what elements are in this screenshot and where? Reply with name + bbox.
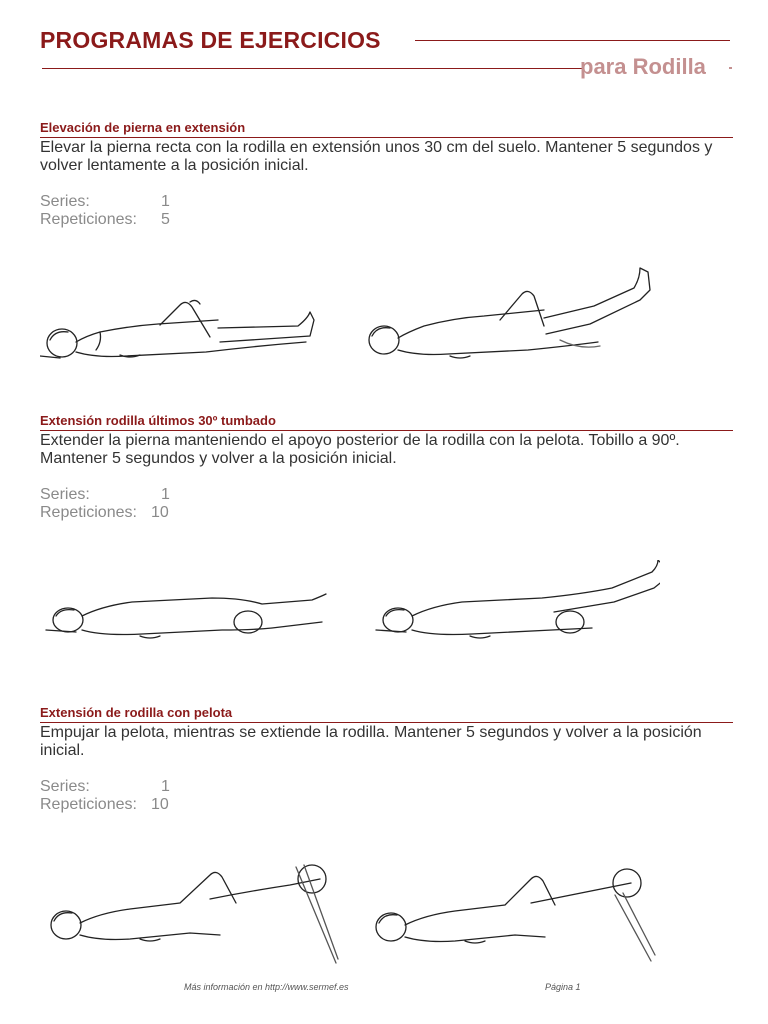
illustration-knee-ball-rest	[40, 580, 340, 650]
exercise-description: Empujar la pelota, mientras se extiende la rodilla. Mantener 5 segundos y volver a la posición inicial.	[40, 724, 702, 759]
series-label: Series:	[40, 193, 90, 210]
subtitle-rule	[42, 68, 582, 69]
series-value: 1	[161, 193, 170, 210]
page-title: PROGRAMAS DE EJERCICIOS	[40, 27, 381, 53]
exercise-description: Elevar la pierna recta con la rodilla en extensión unos 30 cm del suelo. Mantener 5 segundos y volver lentamente a la posición inicial.	[40, 139, 713, 174]
reps-value: 10	[151, 504, 169, 521]
exercise-section-3	[40, 705, 733, 814]
exercise-stats	[40, 193, 733, 229]
exercise-section-2	[40, 413, 733, 522]
reps-label: Repeticiones:	[40, 504, 137, 521]
illustration-knee-ball-extended	[370, 560, 660, 650]
exercise-title: Extensión rodilla últimos 30º tumbado	[40, 413, 733, 431]
page-subtitle: para Rodilla	[580, 54, 706, 79]
series-label: Series:	[40, 778, 90, 795]
title-rule	[415, 40, 730, 41]
reps-value: 10	[151, 796, 169, 813]
exercise-description: Extender la pierna manteniendo el apoyo posterior de la rodilla con la pelota. Tobillo a 90º. Mantener 5 segundos y volver a la posición inicial.	[40, 432, 680, 467]
footer-info: Más información en http://www.sermef.es	[184, 982, 349, 992]
reps-label: Repeticiones:	[40, 796, 137, 813]
illustration-ball-push-bent	[40, 855, 340, 965]
footer-page-number: Página 1	[545, 982, 581, 992]
reps-value: 5	[161, 211, 170, 228]
series-value: 1	[161, 778, 170, 795]
exercise-stats	[40, 486, 733, 522]
series-value: 1	[161, 486, 170, 503]
exercise-stats	[40, 778, 733, 814]
series-label: Series:	[40, 486, 90, 503]
subtitle-dot	[729, 67, 732, 69]
exercise-section-1	[40, 120, 733, 229]
exercise-title: Elevación de pierna en extensión	[40, 120, 733, 138]
illustration-ball-push-extended	[365, 855, 665, 965]
reps-label: Repeticiones:	[40, 211, 137, 228]
illustration-leg-rest	[40, 280, 330, 370]
illustration-leg-raised	[360, 260, 660, 370]
exercise-title: Extensión de rodilla con pelota	[40, 705, 733, 723]
